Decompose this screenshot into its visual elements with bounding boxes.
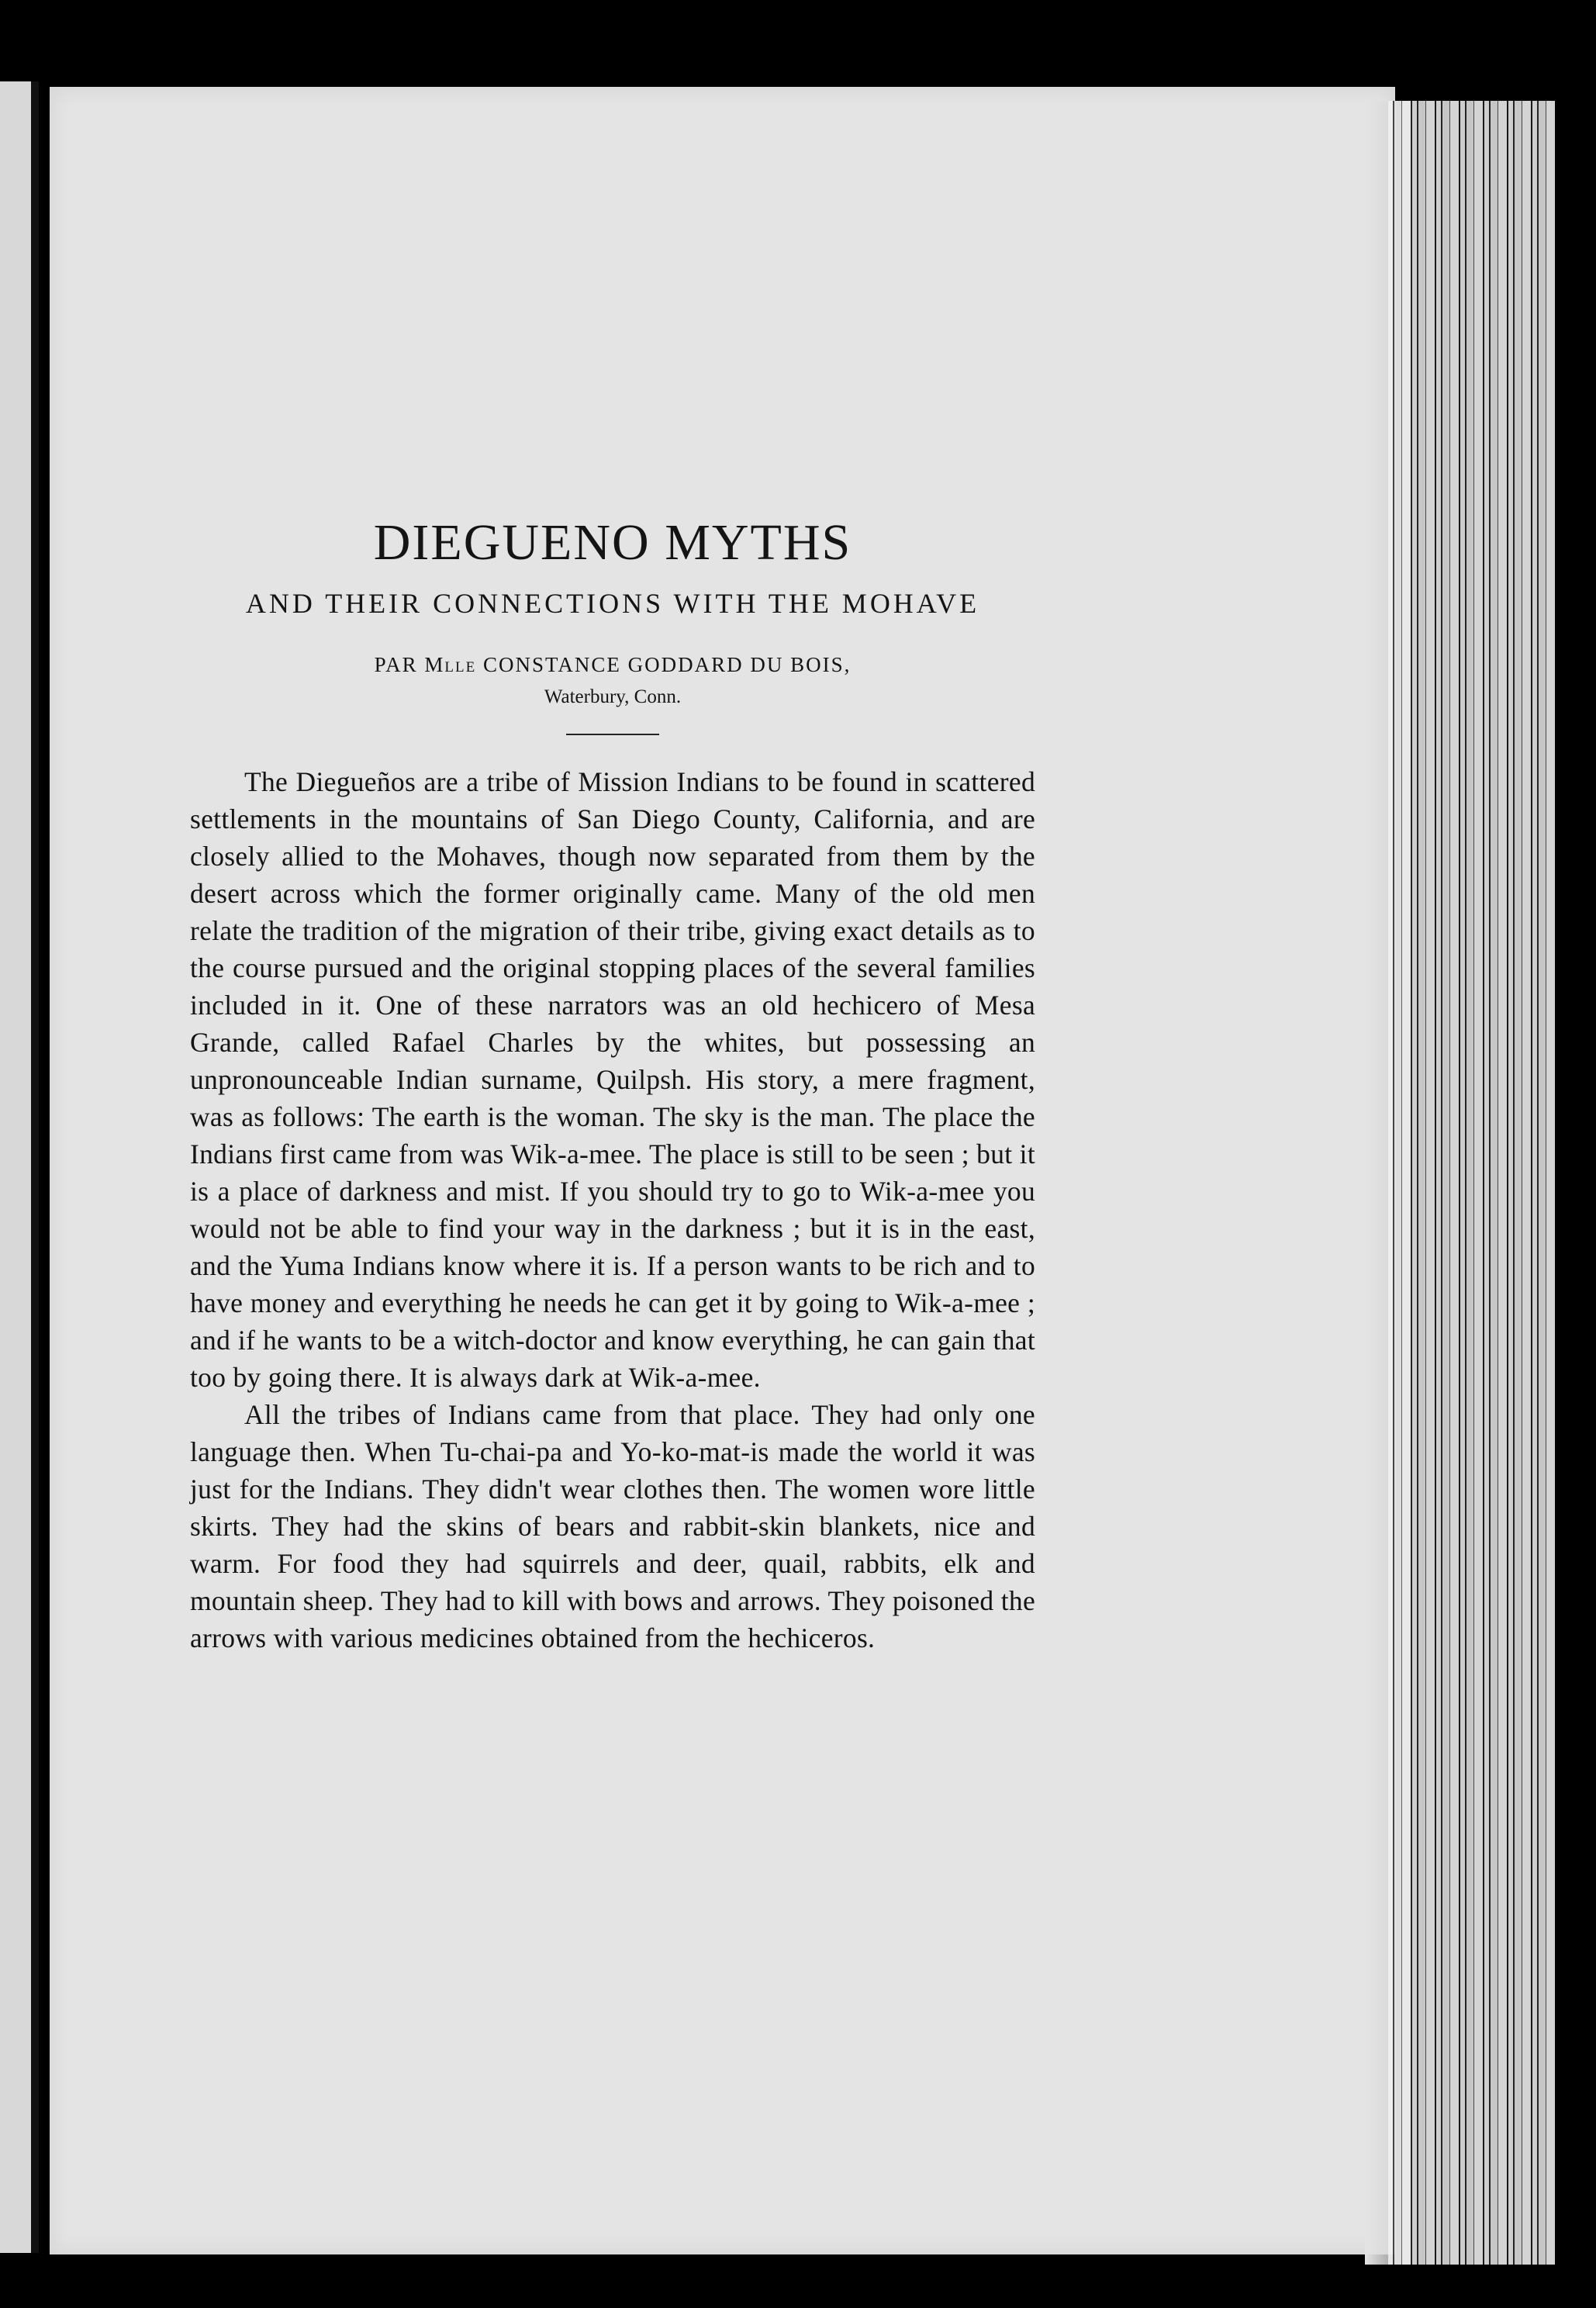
article bbox=[190, 512, 1035, 1657]
article-subtitle: AND THEIR CONNECTIONS WITH THE MOHAVE bbox=[245, 588, 980, 620]
title-divider bbox=[566, 734, 659, 735]
body-paragraph-2: All the tribes of Indians came from that place. They had only one language then. When Tu-chai-pa and Yo-ko-mat-is made the world it was just for the Indians. They didn't wear clothes then. The women wore little skirts. They had the skins of bears and rabbit-skin blankets, nice and warm. For food they had squirrels and deer, quail, rabbits, elk and mountain sheep. They had to kill with bows and arrows. They poisoned the arrows with various medicines obtained from the hechiceros. bbox=[190, 1398, 1035, 1653]
body-paragraph-1: The Diegueños are a tribe of Mission Indians to be found in scattered settlements in the mountains of San Diego County, California, and are closely allied to the Mohaves, though now separated from them by the desert across which the former originally came. Many of the old men relate the tradition of the migration of their tribe, giving exact details as to the course pursued and the original stopping places of the several families included in it. One of these narrators was an old hechicero of Mesa Grande, called Rafael Charles by the whites, but possessing an unpronounceable Indian surname, Quilpsh. His story, a mere fragment, was as follows: The earth is the woman. The sky is the man. The place the Indians first came from was Wik-a-mee. The place is still to be seen ; but it is a place of darkness and mist. If you should try to go to Wik-a-mee you would not be able to find your way in the darkness ; but it is in the east, and the Yuma Indians know where it is. If a person wants to be rich and to have money and everything he needs he can get it by going to Wik-a-mee ; and if he wants to be a witch-doctor and know everything, he can gain that too by going there. It is always dark at Wik-a-mee. bbox=[190, 765, 1035, 1393]
author-byline: PAR Mlle CONSTANCE GODDARD DU BOIS, bbox=[374, 653, 852, 677]
facing-page-edge bbox=[0, 81, 39, 2253]
author-location: Waterbury, Conn. bbox=[544, 686, 682, 708]
article-title: DIEGUENO MYTHS bbox=[373, 514, 852, 571]
book-fore-edge bbox=[1388, 101, 1555, 2265]
